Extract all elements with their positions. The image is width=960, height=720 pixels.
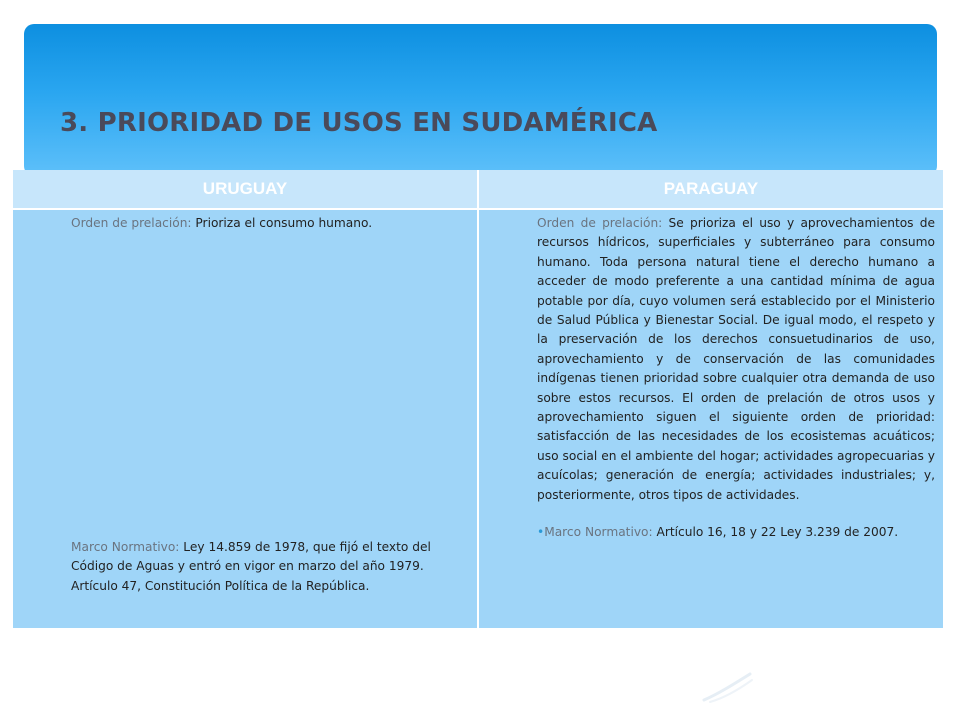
paraguay-orden-label: Orden de prelación:	[537, 216, 663, 230]
uruguay-cell	[13, 209, 478, 628]
title-banner	[24, 24, 937, 176]
paraguay-orden-text: Se prioriza el uso y aprovechamientos de recursos hídricos, superficiales y subterráneo para consumo humano. Toda persona natural tiene el derecho humano a acceder de modo preferente a una cantidad mínima de agua potable por día, cuyo volumen será establecido por el Ministerio de Salud Pública y Bienestar Social. De igual modo, el respeto y la preservación de los derechos consuetudinarios de uso, aprovechamiento y de conservación de las comunidades indígenas tienen prioridad sobre cualquier otra demanda de uso sobre estos recursos. El orden de prelación de otros usos y aprovechamiento siguen el siguiente orden de prioridad: satisfacción de las necesidades de los ecosistemas acuáticos; uso social en el ambiente del hogar; actividades agropecuarias y acuícolas; generación de energía; actividades industriales; y, posteriormente, otros tipos de actividades.	[537, 216, 936, 502]
table-header-row	[13, 170, 943, 209]
header-uruguay: URUGUAY	[13, 170, 478, 209]
uruguay-marco-text: Ley 14.859 de 1978, que fijó el texto del Código de Aguas y entró en vigor en marzo del año 1979. Artículo 47, Constitución Política de la República.	[71, 540, 431, 593]
bullet-icon: •	[537, 525, 545, 540]
paraguay-orden	[537, 214, 935, 505]
uruguay-orden-text: Prioriza el consumo humano.	[195, 216, 373, 230]
table-row	[13, 209, 943, 628]
uruguay-orden-label: Orden de prelación:	[71, 216, 192, 230]
swoosh-icon	[700, 668, 756, 704]
uruguay-orden	[71, 214, 469, 233]
uruguay-marco	[71, 538, 469, 596]
paraguay-marco-text: Artículo 16, 18 y 22 Ley 3.239 de 2007.	[656, 525, 899, 540]
paraguay-cell	[478, 209, 943, 628]
comparison-table	[13, 170, 943, 628]
uruguay-marco-label: Marco Normativo:	[71, 540, 180, 554]
paraguay-marco	[537, 523, 935, 542]
slide-title: 3. PRIORIDAD DE USOS EN SUDAMÉRICA	[60, 108, 658, 138]
header-paraguay: PARAGUAY	[478, 170, 943, 209]
paraguay-marco-label: Marco Normativo:	[544, 525, 653, 540]
